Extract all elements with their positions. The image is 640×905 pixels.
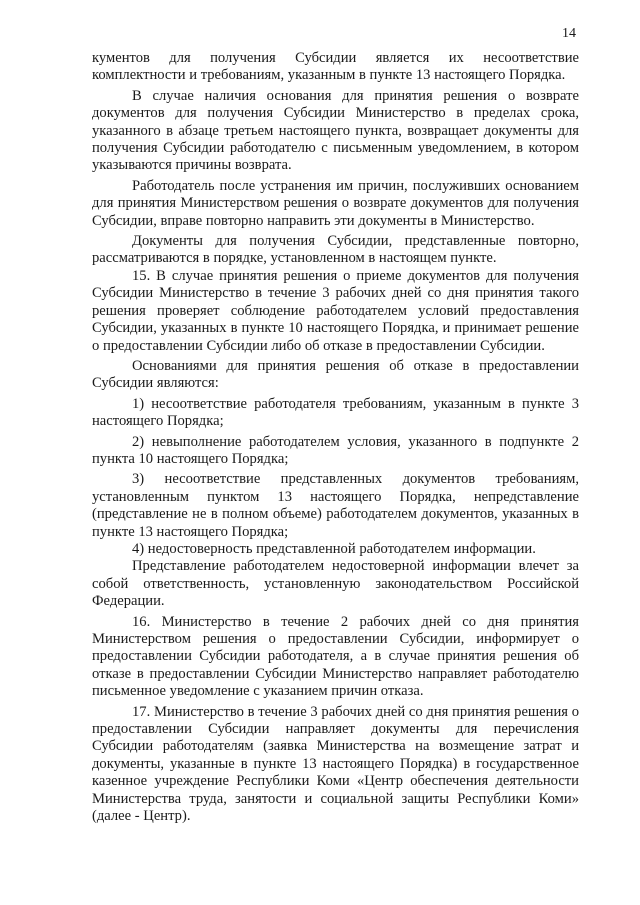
list-item-3: 3) несоответствие представленных документов требованиям, установленным пунктом 13 настоящего Порядка, непредставление (представление не в полном объеме) работодателем документов, указанных в пункте 13 настоящего Порядка; bbox=[92, 471, 579, 540]
paragraph-item-17: 17. Министерство в течение 3 рабочих дней со дня принятия решения о предоставлении Субсидии направляет документы для перечисления Субсидии работодателям (заявка Министерства на возмещение затрат и документы, указанные в пункте 13 настоящего Порядка) в государственное казенное учреждение Республики Коми «Центр обеспечения деятельности Министерства труда, занятости и социальной защиты Республики Коми» (далее - Центр). bbox=[92, 703, 579, 825]
page-number: 14 bbox=[562, 26, 576, 41]
paragraph-item-15: 15. В случае принятия решения о приеме документов для получения Субсидии Министерство в течение 3 рабочих дней со дня принятия такого решения проверяет соблюдение работодателем условий предоставления Субсидии, указанных в пункте 10 настоящего Порядка, и принимает решение о предоставлении Субсидии либо об отказе в предоставлении Субсидии. bbox=[92, 267, 579, 354]
list-item-1: 1) несоответствие работодателя требованиям, указанным в пункте 3 настоящего Порядка; bbox=[92, 395, 579, 430]
paragraph-continuation: кументов для получения Субсидии является их несоответствие комплектности и требованиям, указанным в пункте 13 настоящего Порядка. bbox=[92, 50, 579, 84]
list-item-2: 2) невыполнение работодателем условия, указанного в подпункте 2 пункта 10 настоящего Порядка; bbox=[92, 433, 579, 467]
paragraph-resubmitted-review: Документы для получения Субсидии, представленные повторно, рассматриваются в порядке, установленном в настоящем пункте. bbox=[92, 233, 579, 267]
paragraph-return-of-documents: В случае наличия основания для принятия решения о возврате документов для получения Субсидии Министерство в пределах срока, указанного в абзаце третьем настоящего пункта, возвращает документы для получения Субсидии работодателю с письменным уведомлением, в котором указываются причины возврата. bbox=[92, 87, 579, 174]
list-item-4: 4) недостоверность представленной работодателем информации. bbox=[132, 540, 536, 557]
paragraph-resubmission: Работодатель после устранения им причин, послуживших основанием для принятия Министерством решения о возврате документов для получения Субсидии, вправе повторно направить эти документы в Министерство. bbox=[92, 177, 579, 229]
paragraph-responsibility: Представление работодателем недостоверной информации влечет за собой ответственность, установленную законодательством Российской Федерации. bbox=[92, 558, 579, 610]
document-body bbox=[92, 50, 579, 825]
paragraph-item-16: 16. Министерство в течение 2 рабочих дней со дня принятия Министерством решения о предоставлении Субсидии, информирует о предоставлении Субсидии работодателя, а в случае принятия решения об отказе в предоставлении Субсидии Министерство направляет работодателю письменное уведомление с указанием причин отказа. bbox=[92, 613, 579, 700]
paragraph-refusal-grounds: Основаниями для принятия решения об отказе в предоставлении Субсидии являются: bbox=[92, 357, 579, 392]
